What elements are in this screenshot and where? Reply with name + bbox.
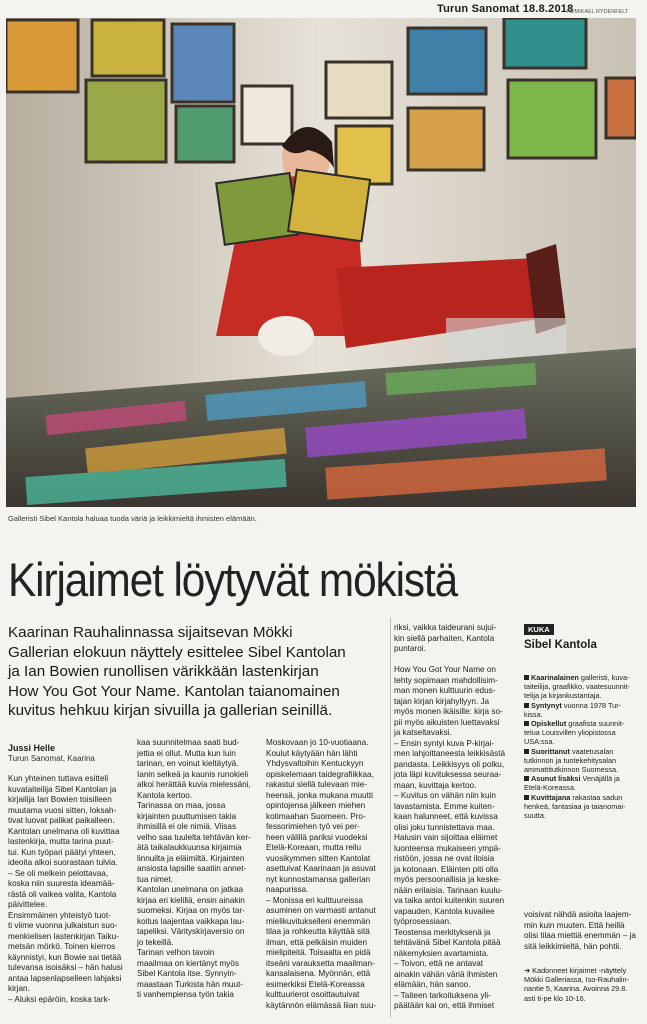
body-text-line: sitä leikkimieltä, hän pohtii. — [524, 941, 622, 951]
body-text-line: Tarinassa on maa, jossa — [137, 801, 226, 810]
body-text-line: nään erilaisia. Tarinaan kuulu- — [394, 885, 503, 895]
fact-line: Kuvittajana rakastaa sadun — [524, 793, 642, 802]
lead-line: Kaarinan Rauhalinnassa sijaitsevan Mökki — [8, 624, 293, 641]
body-text-line: – Toivon, että ne antavat — [394, 959, 484, 968]
body-text-line: näkemyksien avartamista. — [394, 948, 489, 958]
byline — [8, 743, 95, 763]
body-text-line: Tarinan velhon tavoin — [137, 948, 215, 957]
photo-caption: Galleristi Sibel Kantola haluaa tuoda väriä ja leikkimieltä ihmisten elämään. — [8, 514, 257, 523]
body-text-line: heen välillä pariksi vuodeksi — [266, 832, 368, 842]
body-text-line: puntaroi. — [394, 644, 426, 653]
fact-line: taiteilija, graafikko, vaatesuunnit- — [524, 682, 630, 692]
body-text-line: fessorimiehen työ vei per- — [266, 822, 360, 831]
body-text-line: opiskelemaan taidegrafiikkaa, — [266, 769, 374, 779]
body-text-line: men lahjoittaneesta leikkisästä — [394, 749, 506, 758]
lead-line: kuvitus hehkuu kirjan sivuilla ja gallerian seinillä. — [8, 702, 333, 719]
bullet-square-icon — [524, 675, 529, 680]
body-text-line: tehty sopimaan mahdollisim- — [394, 675, 498, 685]
body-text-line: kotimaahan Suomeen. Pro- — [266, 811, 366, 821]
info-line: nantie 5, Kaarina. Avoinna 29.8. — [524, 984, 628, 994]
body-text-line: asuminen on varmasti antanut — [266, 906, 376, 915]
bullet-square-icon — [524, 703, 529, 708]
body-text-line: elämään, hän sanoo. — [394, 980, 471, 989]
author-name: Jussi Helle — [8, 743, 56, 753]
fact-line: henkeä, fantasiaa ja taianomai- — [524, 801, 626, 811]
body-text-line: menkielisen lastenkirjan Taiku- — [8, 931, 119, 941]
body-text-line: mielipiteitä. Toisaalta en pidä — [266, 948, 371, 957]
fact-line: Etelä-Koreassa. — [524, 783, 576, 793]
feature-photo — [6, 18, 636, 507]
body-text-line: – Monissa eri kulttuureissa — [266, 895, 363, 905]
body-text-line: maastaan Turkista hän muut- — [137, 979, 244, 989]
kuka-facts — [524, 673, 642, 820]
info-line: Mökki Galleriassa, Iso-Rauhalin- — [524, 975, 630, 985]
body-text-line: ilman, että pelkäisin muiden — [266, 937, 368, 947]
body-text-line: ätä taikalaukkuunsa kirjaimia — [137, 843, 242, 852]
fact-item — [524, 719, 642, 747]
fact-label: Kaarinalainen — [531, 673, 579, 682]
fact-line: kissa. — [524, 709, 543, 719]
body-text-line: ja kotonaan. Eläinten piti olla — [394, 864, 499, 874]
body-text-line: Sibel Kantola itse. Synnyin- — [137, 969, 237, 978]
fact-line: Syntynyt vuonna 1978 Tur- — [524, 701, 642, 710]
fact-line: telija ja kirjankustantaja. — [524, 691, 602, 701]
lead-line: How You Got Your Name. Kantolan taianomainen — [8, 682, 340, 700]
body-text-line: riksi, vaikka taideurani sujui- — [394, 623, 497, 632]
body-text-line: työprosessiaan. — [394, 917, 452, 926]
body-text-line: myös persoonallisia ja keske- — [394, 875, 501, 884]
body-text-line: tilaa ja rohkeutta käyttää sitä — [266, 927, 370, 936]
body-text-line: ti viime vuonna julkaistun suo- — [8, 921, 118, 930]
body-text-line: päätään kai on, että ihmiset — [394, 1001, 495, 1010]
body-text-line: luonteensa mukaiseen ympä- — [394, 843, 501, 853]
body-text-line: ti vanhempiensa työn takia — [137, 990, 234, 999]
fact-line: Opiskellut graafista suunnit- — [524, 719, 642, 728]
body-text-line: alkoi herättää kuvia mielessäni, — [137, 780, 251, 789]
column-divider — [390, 618, 391, 1018]
body-text-line: jo tekeillä. — [137, 937, 174, 947]
fact-item — [524, 701, 642, 719]
body-text-line: päivittelee. — [8, 900, 48, 909]
body-text-line: – Se oli melkein pelottavaa, — [8, 868, 109, 878]
body-text-line: Halusin vain sijoittaa eläimet — [394, 833, 498, 842]
photo-credit: TS/MIKAEL RYDENFELT — [566, 9, 629, 15]
bullet-square-icon — [524, 776, 529, 781]
body-text-line: kirjaa eri kielillä, ensin ainakin — [137, 895, 245, 905]
body-text-line: tapeliksi. Värityskirjaversio on — [137, 927, 245, 936]
body-text-line: kuvataiteilija Sibel Kantolan ja — [8, 784, 117, 794]
body-text-line: voisivat nähdä asioita laajem- — [524, 910, 632, 919]
body-text-line — [394, 655, 516, 666]
info-line: asti ti-pe klo 10-16. — [524, 993, 586, 1003]
body-column-5 — [524, 910, 644, 952]
body-text-line: ristöön, jossa ne ovat iloisia — [394, 854, 495, 863]
body-text-line: pandasta. Leikkisyys oli polku, — [394, 759, 505, 769]
body-text-line: tehtävänä Sibel Kantola pitää — [394, 938, 501, 947]
body-text-line: jota läpi kuvituksessa seuraa- — [394, 770, 502, 779]
body-text-line: – Kuvitus on vähän niin kuin — [394, 791, 496, 800]
body-text-line: vuosikymmen sitten Kantolat — [266, 853, 371, 863]
body-text-line: Ensimmäinen yhteistyö tuot- — [8, 910, 111, 920]
body-text-line: asettuivat Kaarinaan ja asuvat — [266, 864, 376, 873]
body-text-line: maan, kuvittaja kertoo. — [394, 780, 477, 790]
body-text-line: pii myös aikuisten luettavaksi — [394, 717, 500, 727]
author-place: Turun Sanomat, Kaarina — [8, 754, 95, 763]
fact-line: Kaarinalainen galleristi, kuva- — [524, 673, 642, 682]
body-text-line: tui. Kun työpari päätyi yhteen, — [8, 847, 116, 857]
body-column-4 — [394, 623, 516, 1012]
body-text-line: va taika antoi kuitenkin suuren — [394, 896, 505, 905]
body-text-line: koitus laajentaa vaikkapa lau- — [137, 916, 245, 926]
fact-label: Kuvittajana — [531, 792, 571, 802]
body-text-line: vapauden, Kantola kuvailee — [394, 906, 495, 916]
body-text-line: nyt kunnostamansa gallerian — [266, 874, 371, 884]
body-text-line: tivat luovat palikat paikalleen. — [8, 816, 115, 825]
body-text-line: kulttuurierot osoittautuivat — [266, 990, 360, 999]
kuka-name: Sibel Kantola — [524, 639, 597, 651]
body-text-line: kaa suunnitelmaa saati bud- — [137, 738, 240, 747]
fact-line: ammattitutkinnon Suomessa. — [524, 765, 619, 775]
body-text-line: kansalaisena. Myönnän, että — [266, 969, 371, 978]
fact-line: suutta. — [524, 811, 546, 821]
gallery-scene-illustration — [6, 18, 636, 507]
fact-label: Suorittanut — [531, 746, 570, 756]
fact-line: USA:ssa. — [524, 737, 555, 747]
body-text-line: tulevansa isoisäksi – hän halusi — [8, 963, 123, 972]
body-text-line: Kantolan unelmana oli kuvittaa — [8, 826, 120, 836]
body-text-line: ja katseltavaksi. — [394, 728, 452, 737]
bullet-square-icon — [524, 721, 529, 726]
lead-line: Gallerian elokuun näyttely esittelee Sibel Kantolan — [8, 643, 346, 661]
fact-line: Asunut lisäksi Venäjällä ja — [524, 774, 642, 783]
body-text-line: – Ensin syntyi kuva P-kirjai- — [394, 738, 495, 748]
body-text-line: Koulut käytyään hän lähti — [266, 748, 358, 758]
lead-line: ja Ian Bowien runollisen värikkään lastenkirjan — [8, 663, 319, 680]
body-column-2 — [137, 738, 259, 1001]
body-text-line: Ianin selkeä ja kaunis runokieli — [137, 769, 249, 779]
body-text-line: tua nimet. — [137, 874, 173, 884]
body-text-line: tarinan, en voinut kieltäytyä. — [137, 759, 239, 768]
body-text-line: Yhdysvaltoihin Kentuckyyn — [266, 759, 364, 768]
info-line: ➜ Kadonneet kirjaimet -näyttely — [524, 966, 627, 975]
body-text-line: kaan halunneet, että kuvissa — [394, 812, 498, 821]
fact-label: Opiskellut — [531, 719, 567, 729]
body-text-line: heensä, jonka mukana muutti — [266, 790, 373, 800]
body-text-line: opintojensa jälkeen miehen — [266, 801, 366, 810]
body-text-line: Etelä-Koreaan, mutta reilu — [266, 843, 362, 852]
body-text-line: käynnistyi, kun Bowie sai tietää — [8, 952, 122, 962]
fact-line: telua Louisvillen yliopistossa — [524, 728, 616, 738]
kuka-badge: KUKA — [524, 624, 554, 635]
body-text-line: Moskovaan jo 10-vuotiaana. — [266, 738, 369, 747]
body-text-line: ainakin vähän väriä ihmisten — [394, 969, 498, 979]
body-text-line: metsän mörkö. Toinen kierros — [8, 942, 116, 951]
body-text-line: tajan kirjan kirjahyllyyn. Ja — [394, 696, 490, 706]
body-text-line: lavastamista. Emme kuiten- — [394, 801, 495, 811]
body-text-line: kin siellä parhaiten, Kantola — [394, 633, 495, 643]
body-text-line: min kuin muuten. Että heillä — [524, 920, 625, 930]
body-text-line: koska niin suuresta ideamää- — [8, 879, 115, 888]
exhibition-info — [524, 966, 642, 1003]
body-text-line: linnuilta ja eläimiltä. Kirjainten — [137, 853, 245, 863]
body-text-line: rästä oli vaikea valita, Kantola — [8, 889, 117, 899]
body-text-line: mielikuvitukselleni enemmän — [266, 916, 371, 926]
body-text-line: velho saa tuulelta tehtävän ker- — [137, 832, 251, 842]
fact-item — [524, 774, 642, 792]
fact-item — [524, 747, 642, 775]
body-text-line: esimerkiksi Etelä-Koreassa — [266, 979, 365, 989]
fact-label: Syntynyt — [531, 700, 562, 710]
body-text-line: naapurissa. — [266, 885, 309, 894]
body-column-1 — [8, 774, 130, 1005]
body-text-line: Kantola kertoo. — [137, 790, 193, 800]
body-text-line: kirjailija Ian Bowien toisilleen — [8, 795, 112, 804]
fact-item — [524, 793, 642, 821]
body-text-line: Teostensa merkityksenä ja — [394, 927, 491, 937]
body-text-line: antaa lapsenlapselleen lahjaksi — [8, 973, 122, 983]
body-text-line: Kantolan unelmana on jatkaa — [137, 885, 244, 894]
bullet-square-icon — [524, 795, 529, 800]
body-text-line: lastenkirja, mutta tarina puut- — [8, 837, 114, 846]
body-text-line: – Aluksi epäröin, koska tark- — [8, 994, 111, 1004]
body-text-line: olisi joku tunnistettava maa. — [394, 822, 495, 832]
body-text-line: jettia ei ollut. Mutta kun luin — [137, 748, 236, 758]
body-text-line: Kun yhteinen tuttava esitteli — [8, 774, 109, 783]
body-text-line: kirjan. — [8, 984, 30, 993]
body-text-line: man monen kulttuurin edus- — [394, 686, 496, 695]
body-text-line: suomeksi. Kirjaa on myös tar- — [137, 906, 245, 915]
body-text-line: ansiosta lapsille saatiin annet- — [137, 864, 247, 873]
body-text-line: ideoita alkoi suorastaan tulvia. — [8, 858, 118, 867]
article-lead — [8, 623, 388, 721]
newspaper-masthead: Turun Sanomat 18.8.2018 — [437, 3, 574, 15]
body-text-line: myös monen ikäisille: kirja so- — [394, 707, 503, 716]
body-column-3 — [266, 738, 388, 1011]
body-text-line: rakastui siellä tulevaan mie- — [266, 780, 368, 789]
fact-line: Suorittanut vaatetusalan — [524, 747, 642, 756]
body-text-line: olisi tilaa miettiä enemmän – ja — [524, 931, 636, 940]
bullet-square-icon — [524, 749, 529, 754]
fact-label: Asunut lisäksi — [531, 774, 581, 784]
fact-line: tutkinnon ja tuotekehitysalan — [524, 755, 617, 765]
body-text-line: itseäni varauksetta maailman- — [266, 958, 375, 968]
body-text-line: How You Got Your Name on — [394, 665, 496, 674]
body-text-line: käytännön elämässä liian suu- — [266, 1000, 377, 1010]
fact-item — [524, 673, 642, 701]
body-text-line: maailmaa on kiertänyt myös — [137, 958, 239, 968]
body-text-line: – Taiteen tarkoituksena yli- — [394, 990, 491, 1000]
body-text-line: kirjainten puuttumisen takia — [137, 811, 237, 821]
body-text-line: ihmisillä ei ole nimiä. Viisas — [137, 822, 237, 831]
article-headline: Kirjaimet löytyvät mökistä — [8, 553, 458, 606]
body-text-line: muutama vuosi sitten, loksah- — [8, 805, 117, 815]
